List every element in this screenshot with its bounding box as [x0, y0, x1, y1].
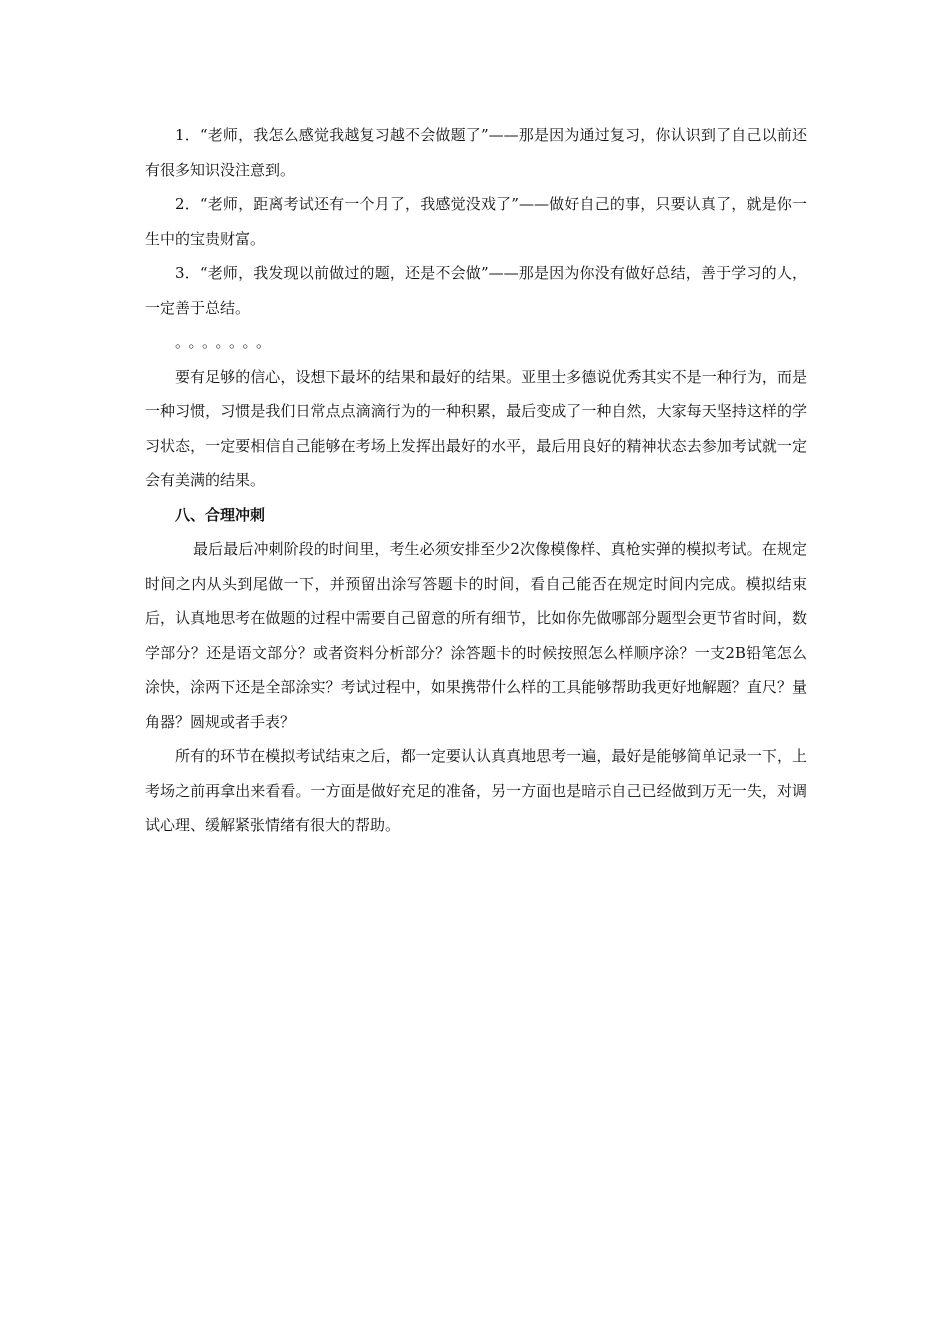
list-item-2: 2．“老师，距离考试还有一个月了，我感觉没戏了”——做好自己的事，只要认真了，就是你一生中的宝贵财富。: [145, 195, 807, 248]
ellipsis-line: 。。。。。。。: [175, 333, 278, 351]
list-item-3: 3．“老师，我发现以前做过的题，还是不会做”——那是因为你没有做好总结，善于学习的人，一定善于总结。: [145, 264, 807, 317]
document-page: [145, 118, 807, 843]
list-item-1: 1．“老师，我怎么感觉我越复习越不会做题了”——那是因为通过复习，你认识到了自己以前还有很多知识没注意到。: [145, 126, 807, 179]
sprint-paragraph-2: 所有的环节在模拟考试结束之后，都一定要认认真真地思考一遍，最好是能够简单记录一下，上考场之前再拿出来看看。一方面是做好充足的准备，另一方面也是暗示自己已经做到万无一失，对调试心理、缓解紧张情绪有很大的帮助。: [145, 747, 807, 834]
confidence-paragraph: 要有足够的信心，设想下最坏的结果和最好的结果。亚里士多德说优秀其实不是一种行为，而是一种习惯，习惯是我们日常点点滴滴行为的一种积累，最后变成了一种自然，大家每天坚持这样的学习状态，一定要相信自己能够在考场上发挥出最好的水平，最后用良好的精神状态去参加考试就一定会有美满的结果。: [145, 367, 807, 489]
sprint-paragraph-1: 最后最后冲刺阶段的时间里，考生必须安排至少2次像模像样、真枪实弹的模拟考试。在规定时间之内从头到尾做一下，并预留出涂写答题卡的时间，看自己能否在规定时间内完成。模拟结束后，认真地思考在做题的过程中需要自己留意的所有细节，比如你先做哪部分题型会更节省时间，数学部分？还是语文部分？或者资料分析部分？涂答题卡的时候按照怎么样顺序涂？一支2B铅笔怎么涂快，涂两下还是全部涂实？考试过程中，如果携带什么样的工具能够帮助我更好地解题？直尺？量角器？圆规或者手表？: [145, 540, 807, 731]
section-heading: 八、合理冲刺: [175, 505, 266, 524]
